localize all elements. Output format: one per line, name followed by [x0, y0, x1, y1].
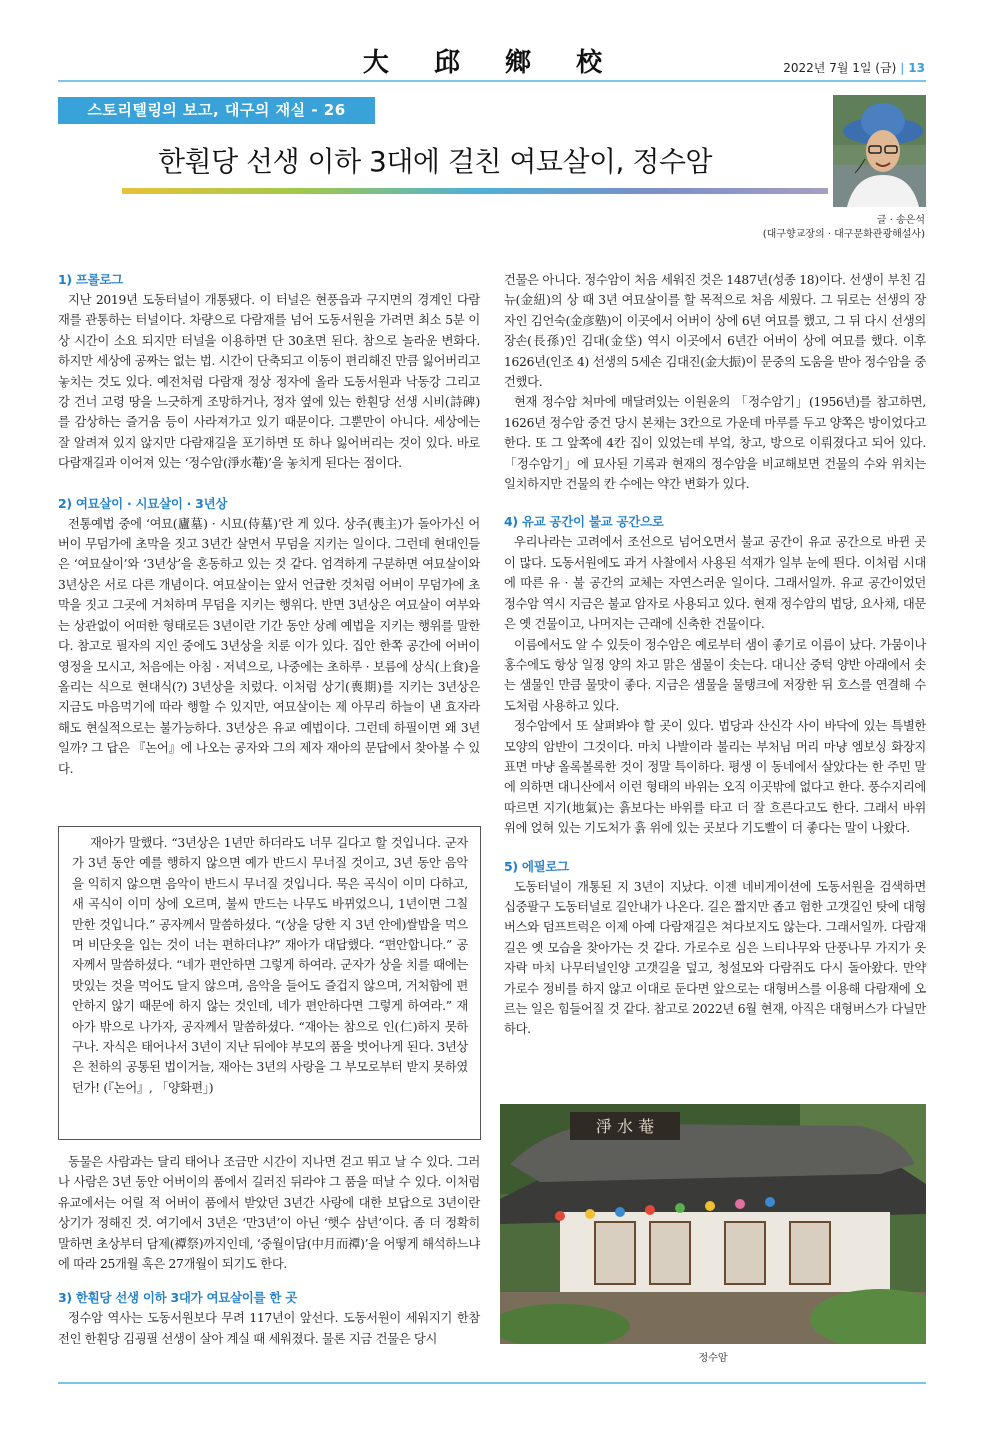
section-2-paragraph-2: 동물은 사람과는 달리 태어나 조금만 시간이 지나면 걷고 뛰고 날 수 있다. 그러나 사람은 3년 동안 어버이의 품에서 길러진 뒤라야 그 품을 떠날 수 있다. 이처럼 유교에서는 어릴 적 어버이 품에서 받았던 3년간 사랑에 대한 보답으로 3년이란 상기가 정해진 것. 여기에서 3년은 ‘만3년’이 아닌 ‘햇수 삼년’이다. 좀 더 정확히 말하면 초상부터 담제(禫祭)까지인데, ‘중월이담(中月而禫)’을 어떻게 해석하느냐에 따라 25개월 혹은 27개월이 되기도 한다. — [58, 1155, 480, 1272]
left-column-bottom — [58, 1152, 480, 1349]
author-portrait-image — [833, 95, 926, 207]
section-4-paragraph-1: 우리나라는 고려에서 조선으로 넘어오면서 불교 공간이 유교 공간으로 바뀐 곳이 많다. 도동서원에도 과거 사찰에서 사용된 석재가 일부 눈에 띈다. 이처럼 시대에 따른 유 · 불 공간의 교체는 자연스러운 일이다. 그래서일까. 유교 공간이었던 정수암 역시 지금은 불교 암자로 사용되고 있다. 현재 정수암의 법당, 요사채, 대문은 옛 건물이고, 나머지는 근래에 신축한 건물이다. — [504, 535, 926, 632]
quote-text: 재아가 말했다. “3년상은 1년만 하더라도 너무 길다고 할 것입니다. 군자가 3년 동안 예를 행하지 않으면 예가 반드시 무너질 것이고, 3년 동안 음악을 익히지 않으면 음악이 반드시 무너질 것입니다. 묵은 곡식이 이미 다하고, 새 곡식이 이미 상에 오르며, 불씨 만드는 나무도 바뀌었으니, 1년이면 그칠 만한 것입니다.” 공자께서 말씀하셨다. “(상을 당한 지 3년 안에)쌀밥을 먹으며 비단옷을 입는 것이 너는 편하더냐?” 재아가 대답했다. “편안합니다.” 공자께서 말씀하셨다. “네가 편안하면 그렇게 하여라. 군자가 상을 치를 때에는 맛있는 것을 먹어도 달지 않으며, 음악을 들어도 즐겁지 않으며, 거처함에 편안하지 않기 때문에 하지 않는 것인데, 네가 편안하다면 그렇게 하여라.” 재아가 밖으로 나가자, 공자께서 말씀하셨다. “재아는 참으로 인(仁)하지 못하구나. 자식은 태어나서 3년이 지난 뒤에야 부모의 품을 벗어나게 된다. 3년상은 천하의 공통된 법이거늘, 재아는 3년의 사랑을 그 부모로부터 받지 못하였던가! (『논어』, 「양화편」) — [72, 836, 468, 1095]
masthead: 大 邱 鄉 校 — [362, 48, 621, 78]
date-separator: | — [900, 61, 905, 75]
article-headline: 한훤당 선생 이하 3대에 걸친 여묘살이, 정수암 — [158, 145, 712, 178]
section-4-paragraph-3: 정수암에서 또 살펴봐야 할 곳이 있다. 법당과 산신각 사이 바닥에 있는 특별한 모양의 암반이 그것이다. 마치 나발이라 불리는 부처님 머리 마냥 엠보싱 화장지 표면 마냥 올록볼록한 것이 정말 특이하다. 평생 이 동네에서 살았다는 한 주민 말에 의하면 대니산에서 이런 형태의 바위는 오직 이곳밖에 없다고 한다. 풍수지리에 따르면 지기(地氣)는 흙보다는 바위를 타고 더 잘 흐른다고도 한다. 그래서 바위 위에 얹혀 있는 기도처가 흙 위에 있는 곳보다 기도빨이 더 좋다는 말이 나왔다. — [504, 719, 926, 836]
section-3-title: 3) 한훤당 선생 이하 3대가 여묘살이를 한 곳 — [58, 1290, 297, 1306]
section-1-title: 1) 프롤로그 — [58, 272, 123, 287]
photo-caption: 정수암 — [698, 1353, 728, 1364]
section-3-continued: 건물은 아니다. 정수암이 처음 세워진 것은 1487년(성종 18)이다. 선생이 부친 김뉴(金紐)의 상 때 3년 여묘살이를 할 목적으로 처음 세웠다. 그 뒤로는 선생의 장자인 김언숙(金彦塾)이 이곳에서 어버이 상에 6년 여묘를 했고, 그 뒤 다시 선생의 장손(長孫)인 김대(金垈) 역시 이곳에서 6년간 어버이 상에 여묘를 했다. 이후 1626년(인조 4) 선생의 5세손 김대진(金大振)이 문중의 도움을 받아 정수암을 중건했다. — [504, 273, 926, 390]
author-photo — [833, 95, 926, 207]
section-5-title: 5) 에필로그 — [504, 858, 569, 874]
jeongsuam-photo — [500, 1104, 926, 1344]
right-column — [504, 270, 926, 1040]
section-3-paragraph-1: 정수암 역사는 도동서원보다 무려 117년이 앞선다. 도동서원이 세워지기 한참 전인 한훤당 김굉필 선생이 살아 계실 때 세워졌다. 물론 지금 건물은 당시 — [58, 1311, 480, 1346]
byline-affiliation: (대구향교장의 · 대구문화관광해설사) — [762, 229, 925, 240]
jeongsuam-building-image — [500, 1104, 926, 1344]
section-1-paragraph: 지난 2019년 도동터널이 개통됐다. 이 터널은 현풍읍과 구지면의 경계인 다람재를 관통하는 터널이다. 차량으로 다람재를 넘어 도동서원을 가려면 최소 5분 이상 시간이 소요 되지만 터널을 이용하면 단 30초면 된다. 참으로 놀라운 변화다. 하지만 세상에 공짜는 없는 법. 시간이 단축되고 이동이 편리해진 만큼 잃어버리고 놓치는 것도 있다. 예전처럼 다람재 정상 정자에 올라 도동서원과 낙동강 그리고 강 건너 고령 땅을 느긋하게 조망하거나, 정자 옆에 있는 한훤당 선생 시비(詩碑)를 감상하는 즐거움 등이 사라져가고 있기 때문이다. 그뿐만이 아니다. 세상에는 잘 알려져 있지 않지만 다람재길을 포기하면 또 하나 잃어버리는 것이 있다. 바로 다람재길과 이어져 있는 ‘정수암(淨水菴)’을 놓치게 된다는 점이다. — [58, 293, 480, 471]
headline-rule — [122, 188, 828, 194]
issue-date — [783, 59, 925, 76]
top-rule — [58, 80, 926, 82]
page-number: 13 — [908, 61, 925, 75]
section-4-paragraph-2: 이름에서도 알 수 있듯이 정수암은 예로부터 샘이 좋기로 이름이 났다. 가뭄이나 홍수에도 항상 일정 양의 차고 맑은 샘물이 솟는다. 대니산 중턱 양반 아래에서 솟는 샘물인 만큼 물맛이 좋다. 지금은 샘물을 물탱크에 저장한 뒤 호스를 연결해 수도처럼 사용하고 있다. — [504, 637, 926, 713]
analects-quote-box — [58, 826, 481, 1140]
date-text: 2022년 7월 1일 (금) — [783, 61, 897, 75]
byline-author: 글 · 송은석 — [876, 215, 925, 226]
section-5-paragraph: 도동터널이 개통된 지 3년이 지났다. 이젠 네비게이션에 도동서원을 검색하면 십중팔구 도동터널로 길안내가 나온다. 길은 짧지만 좁고 험한 고갯길인 탓에 대형버스와 덤프트럭은 이제 아예 다람재길은 쳐다보지도 않는다. 그래서일까. 다람재길은 옛 모습을 찾아가는 것 같다. 가로수로 심은 느티나무와 단풍나무 가지가 옷자락 마치 나무터널인양 고갯길을 덮고, 청설모와 다람쥐도 다시 돌아왔다. 만약 가로수 정비를 하지 않고 이대로 둔다면 앞으로는 대형버스를 이용해 다람재에 오르는 일은 힘들어질 것 같다. 참고로 2022년 6월 현재, 아직은 대형버스가 다닐만하다. — [504, 879, 926, 1037]
signboard-text: 淨 水 菴 — [595, 1117, 655, 1136]
section-3-paragraph-2: 현재 정수암 처마에 매달려있는 이원윤의 「정수암기」(1956년)를 참고하면, 1626년 정수암 중건 당시 본채는 3칸으로 가운데 마루를 두고 양쪽은 방이었다고 한다. 또 그 앞쪽에 4칸 집이 있었는데 부엌, 창고, 방으로 이뤄졌다고 되어 있다. 「정수암기」에 묘사된 기록과 현재의 정수암을 비교해보면 건물의 수와 위치는 일치하지만 건물의 칸 수에는 약간 변화가 있다. — [504, 395, 926, 492]
section-2-paragraph-1: 전통예법 중에 ‘여묘(廬墓) · 시묘(侍墓)’란 게 있다. 상주(喪主)가 돌아가신 어버이 무덤가에 초막을 짓고 3년간 살면서 무덤을 지키는 일이다. 그런데 현대인들은 ‘여묘살이’와 ‘3년상’을 혼동하고 있는 것 같다. 엄격하게 구분하면 여묘살이와 3년상은 서로 다른 개념이다. 여묘살이는 앞서 언급한 것처럼 어버이 무덤가에 초막을 짓고 그곳에 거처하며 무덤을 지키는 행위다. 반면 3년상은 여묘살이 여부와는 상관없이 어떠한 형태로든 3년이란 기간 동안 상례 예법을 지키는 행위를 말한다. 참고로 필자의 지인 중에도 3년상을 치룬 이가 있다. 집안 한쪽 공간에 어버이 영정을 모시고, 처음에는 아침 · 저녁으로, 나중에는 초하루 · 보름에 상식(上食)을 올리는 식으로 현대식(?) 3년상을 치렀다. 이처럼 상기(喪期)를 지키는 3년상은 지금도 마음먹기에 따라 행할 수 있지만, 여묘살이는 제 아무리 하늘이 낸 효자라 해도 현실적으로는 불가능하다. 3년상은 유교 예법이다. 그런데 하필이면 왜 3년일까? 그 답은 『논어』에 나오는 공자와 그의 제자 재아의 문답에서 찾아볼 수 있다. — [58, 516, 480, 776]
left-column-top — [58, 270, 480, 779]
section-4-title: 4) 유교 공간이 불교 공간으로 — [504, 514, 664, 530]
series-label: 스토리텔링의 보고, 대구의 재실 - 26 — [58, 97, 375, 124]
bottom-rule — [58, 1382, 926, 1384]
section-2-title: 2) 여묘살이 · 시묘살이 · 3년상 — [58, 495, 228, 511]
byline — [763, 214, 925, 242]
